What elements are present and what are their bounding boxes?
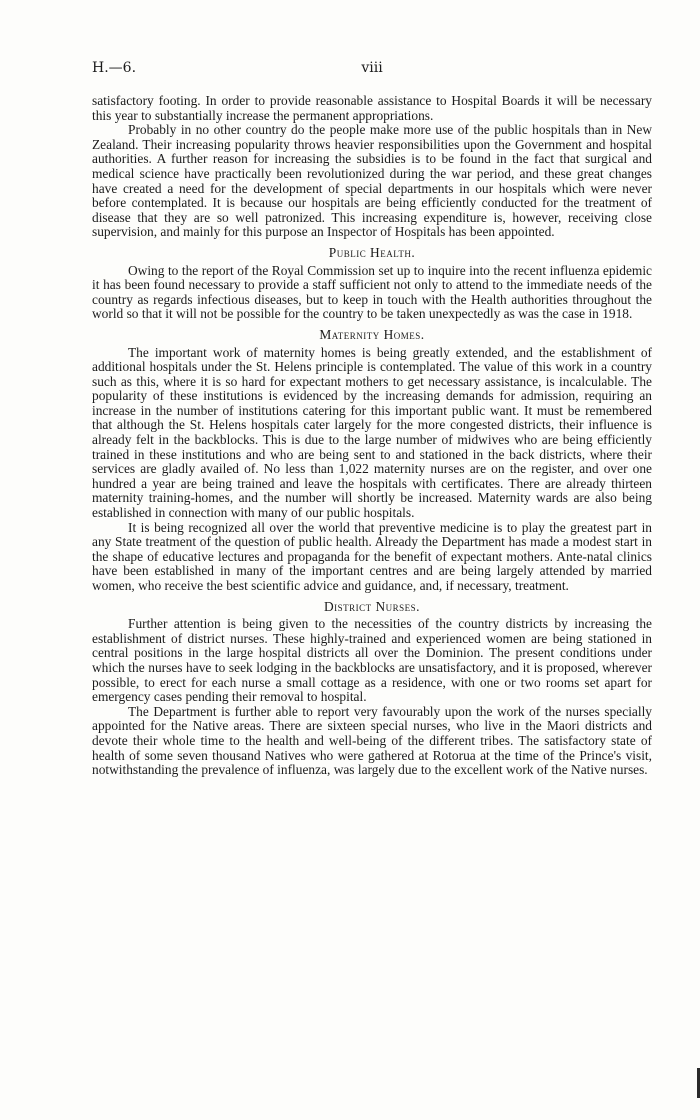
section-heading-maternity-homes: Maternity Homes. [319, 326, 425, 342]
section-heading-district-nurses: District Nurses. [323, 598, 421, 614]
paragraph-district-nurses: Further attention is being given to the necessities of the country districts by increasing the establishment of district nurses. These highly-trained and experienced women are being stationed in central positions in the large hospital districts all over the Dominion. The present conditions under which the nurses have to seek lodging in the backblocks are unsatisfactory, and it is proposed, wherever possible, to erect for each nurse a small cottage as a residence, with one or two rooms set apart for emergency cases pending their removal to hospital. [92, 616, 652, 705]
document-reference: H.—6. [92, 60, 137, 76]
document-body [92, 94, 652, 778]
paragraph-royal-commission: Owing to the report of the Royal Commission set up to inquire into the recent influenza epidemic it has been found necessary to provide a staff sufficient not only to attend to the immediate needs of the country as regards infectious diseases, but to keep in touch with the Health authorities throughout the world so that it will not be possible for the country to be taken unexpectedly as was the case in 1918. [92, 262, 652, 322]
paragraph-native-nurses: The Department is further able to report very favourably upon the work of the nurses specially appointed for the Native areas. There are sixteen special nurses, who live in the Maori districts and devote their whole time to the health and well-being of the different tribes. The satisfactory state of health of some seven thousand Natives who were gathered at Rotorua at the time of the Prince's visit, notwithstanding the prevalence of influenza, was largely due to the excellent work of the Native nurses. [92, 703, 652, 778]
paragraph-preventive-medicine: It is being recognized all over the world that preventive medicine is to play the greatest part in any State treatment of the question of public health. Already the Department has made a modest start in the shape of educative lectures and propaganda for the benefit of expectant mothers. Ante-natal clinics have been established in many of the important centres and are being largely attended by married women, who receive the best scientific advice and guidance, and, if necessary, treatment. [92, 519, 652, 593]
paragraph-public-hospitals: Probably in no other country do the people make more use of the public hospitals than in New Zealand. Their increasing popularity throws heavier responsibilities upon the Government and hospital authorities. A further reason for increasing the subsidies is to be found in the fact that surgical and medical science have practically been revolutionized during the war period, and these great changes have created a need for the development of special departments in our hospitals which were never before contemplated. It is because our hospitals are being efficiently conducted for the treatment of disease that they are so well patronized. This increasing expenditure is, however, receiving close supervision, and mainly for this purpose an Inspector of Hospitals has been appointed. [92, 122, 652, 240]
page-header [92, 60, 652, 78]
paragraph-hospital-boards: satisfactory footing. In order to provide reasonable assistance to Hospital Boards it will be necessary this year to substantially increase the permanent appropriations. [92, 93, 652, 123]
page-number: viii [361, 60, 383, 76]
section-heading-public-health: Public Health. [328, 244, 416, 260]
paragraph-maternity-homes: The important work of maternity homes is being greatly extended, and the establishment of additional hospitals under the St. Helens principle is contemplated. The value of this work in a country such as this, where it is so hard for expectant mothers to get necessary assistance, is incalculable. The popularity of these institutions is evidenced by the increasing demands for admission, requiring an increase in the number of institutions catering for this important public want. It must be remembered that although the St. Helens hospitals cater largely for the more congested districts, their influence is already felt in the backblocks. This is due to the large number of midwives who are being efficiently trained in these institutions and who are being sent to and stationed in the back districts, where their services are gladly availed of. No less than 1,022 maternity nurses are on the register, and over one hundred a year are being trained and leave the hospitals with certificates. There are already thirteen maternity training-homes, and the number will shortly be increased. Maternity wards are also being established in connection with many of our public hospitals. [92, 344, 652, 521]
